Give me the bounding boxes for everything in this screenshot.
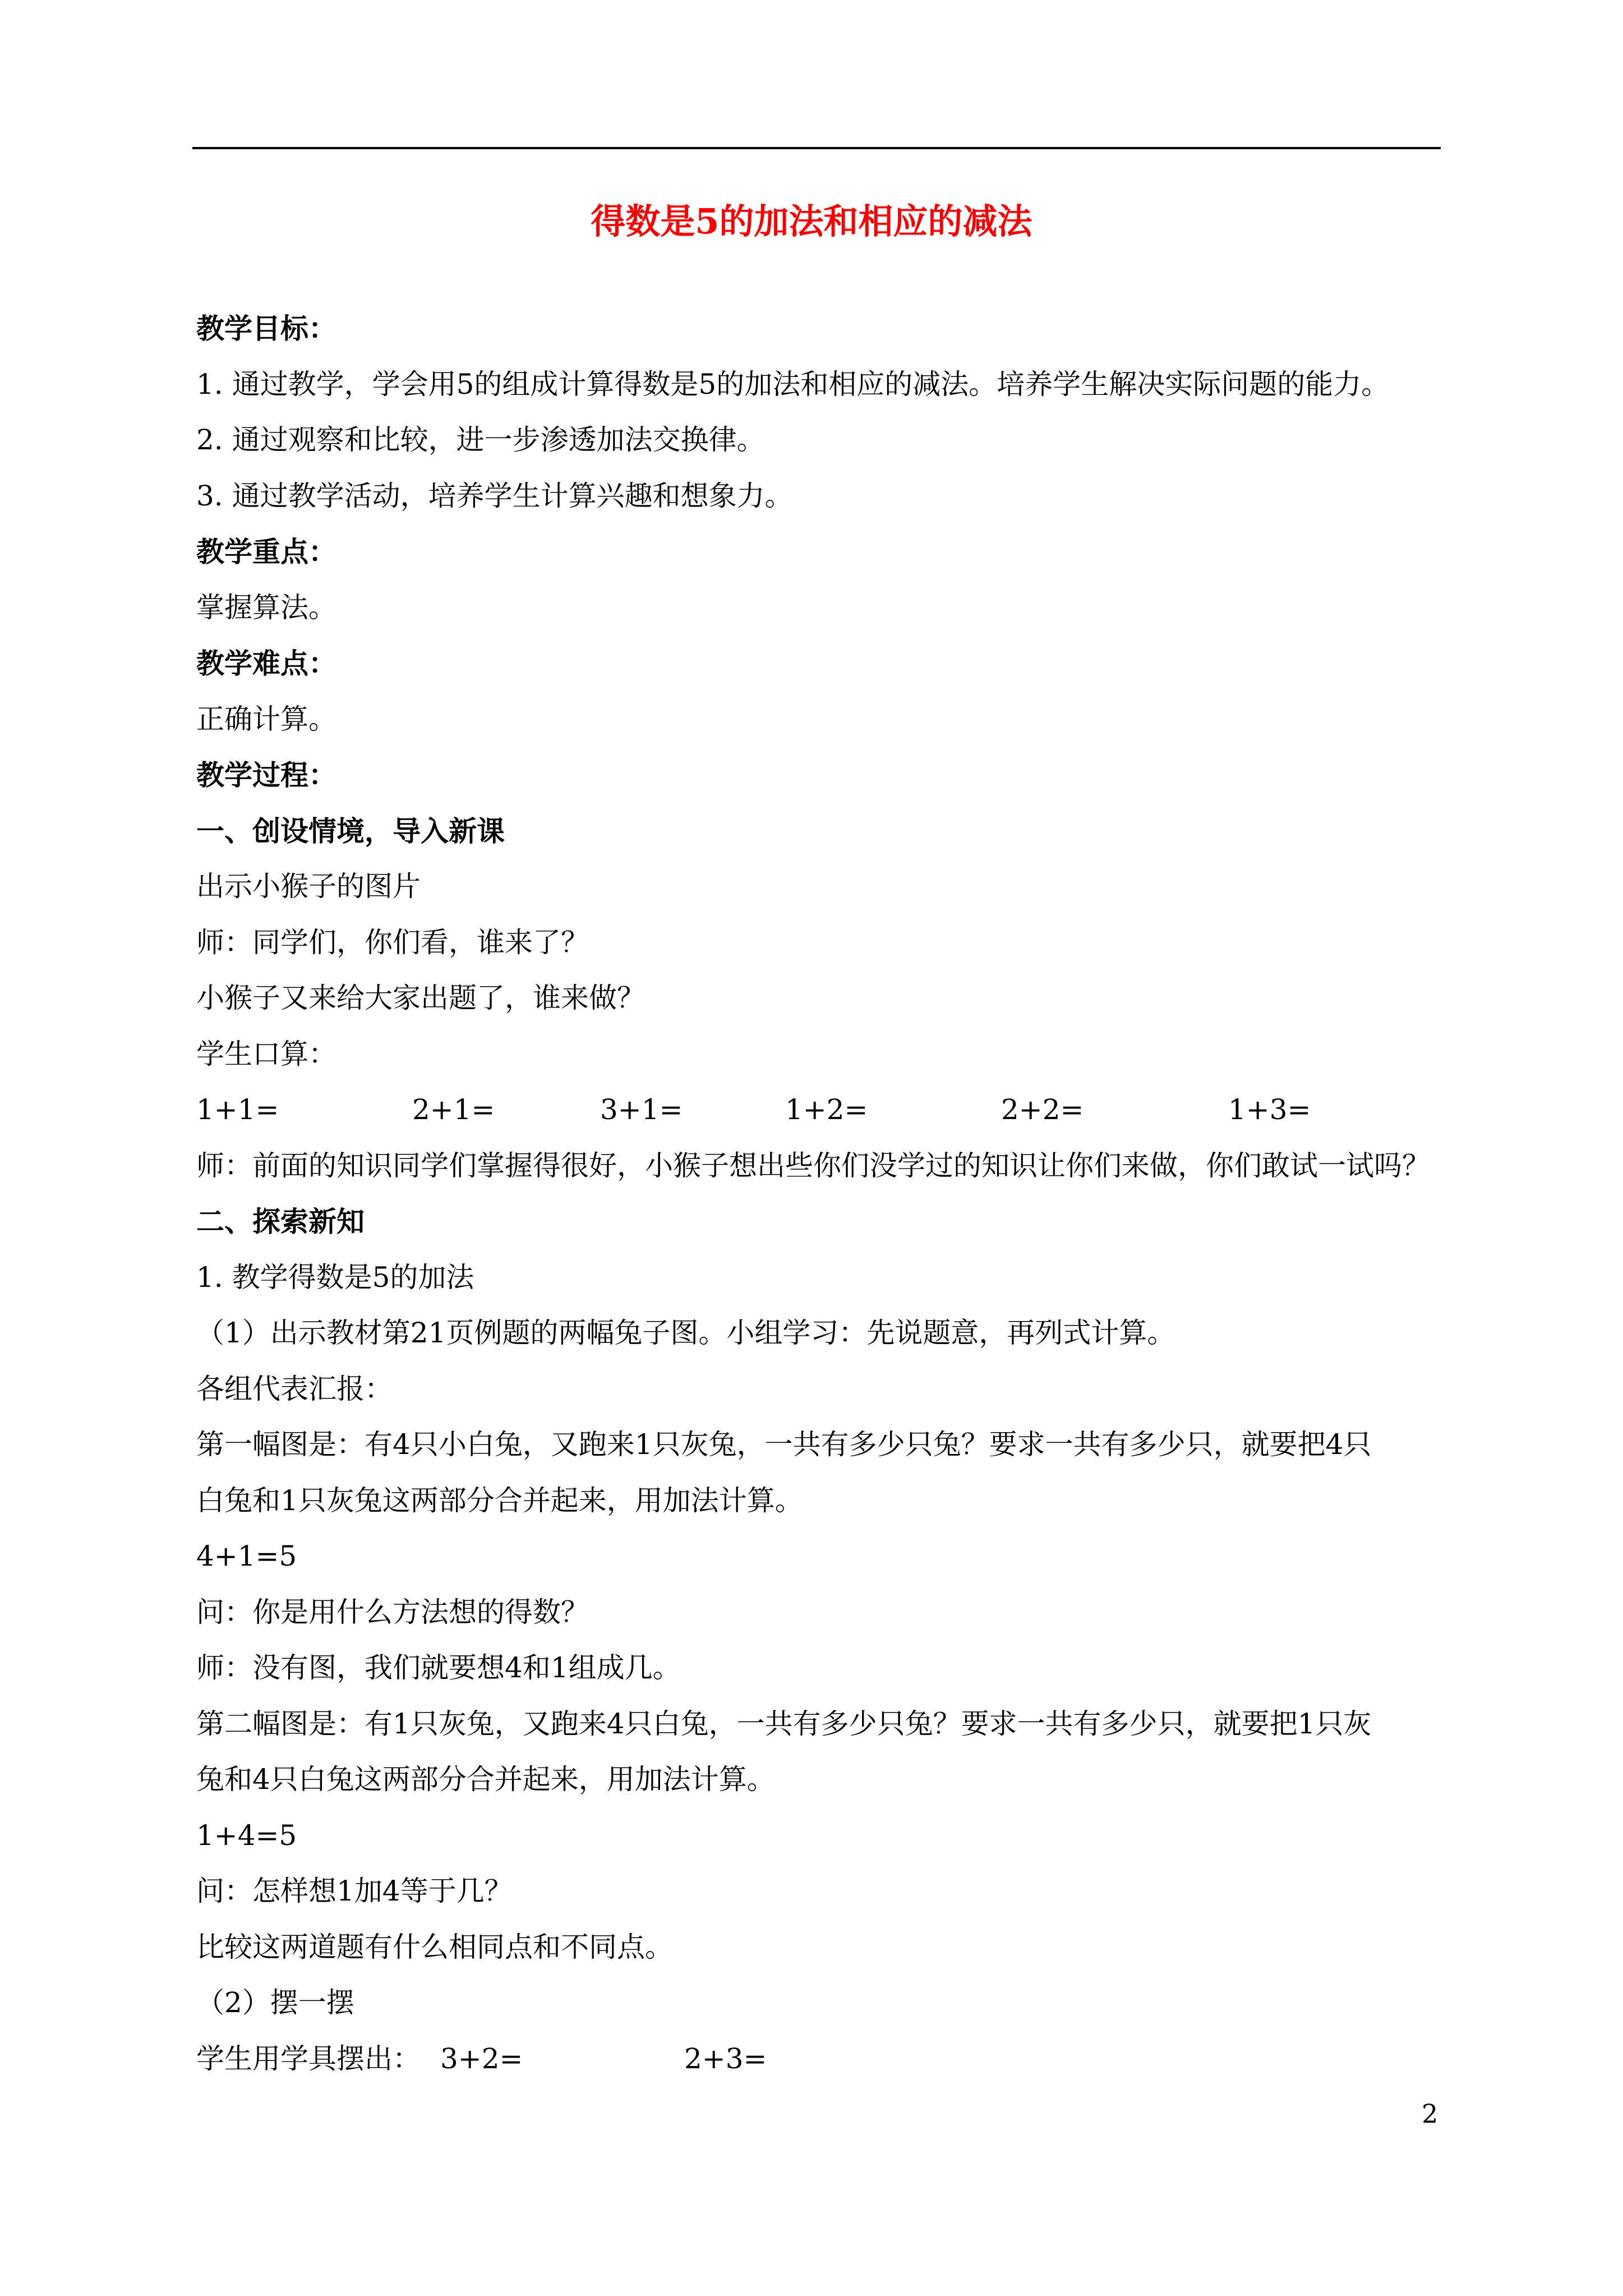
paragraph: 出示小猴子的图片 <box>196 870 421 903</box>
oral-calc-item: 2+2= <box>1001 1093 1084 1126</box>
section-heading: 教学重点： <box>196 535 336 568</box>
oral-calc-item: 2+1= <box>412 1093 495 1126</box>
paragraph: 学生口算： <box>196 1037 336 1070</box>
paragraph: （1）出示教材第21页例题的两幅兔子图。小组学习：先说题意，再列式计算。 <box>196 1317 1175 1349</box>
paragraph: 3. 通过教学活动，培养学生计算兴趣和想象力。 <box>196 479 793 512</box>
paragraph: 比较这两道题有什么相同点和不同点。 <box>196 1930 673 1963</box>
equation: 4+1=5 <box>196 1540 297 1572</box>
paragraph: 各组代表汇报： <box>196 1372 393 1405</box>
oral-calc-item: 3+1= <box>600 1093 683 1126</box>
paragraph: 第一幅图是：有4只小白兔，又跑来1只灰兔，一共有多少只兔？要求一共有多少只，就要把4只 <box>196 1428 1372 1461</box>
equation: 1+4=5 <box>196 1819 297 1852</box>
oral-calculation-row <box>196 1082 1447 1138</box>
paragraph: 正确计算。 <box>196 702 336 735</box>
paragraph: 2. 通过观察和比较，进一步渗透加法交换律。 <box>196 424 765 456</box>
manipulatives-equation: 2+3= <box>684 2042 767 2075</box>
section-heading: 教学目标： <box>196 312 336 345</box>
header-rule <box>192 147 1441 149</box>
section-heading: 教学难点： <box>196 647 336 680</box>
paragraph: 小猴子又来给大家出题了，谁来做？ <box>196 982 645 1014</box>
paragraph: 师：前面的知识同学们掌握得很好，小猴子想出些你们没学过的知识让你们来做，你们敢试一试吗？ <box>196 1149 1430 1182</box>
paragraph: 兔和4只白兔这两部分合并起来，用加法计算。 <box>196 1763 775 1796</box>
document-title: 得数是5的加法和相应的减法 <box>591 201 1032 242</box>
oral-calc-item: 1+1= <box>196 1093 279 1126</box>
paragraph: （2）摆一摆 <box>196 1986 354 2019</box>
paragraph: 1. 教学得数是5的加法 <box>196 1260 474 1294</box>
page-number: 2 <box>1422 2099 1438 2129</box>
section-heading: 教学过程： <box>196 758 336 792</box>
section-heading: 一、创设情境，导入新课 <box>196 814 505 848</box>
manipulatives-row <box>196 2031 1447 2087</box>
paragraph: 师：同学们，你们看，谁来了？ <box>196 926 589 959</box>
paragraph: 第二幅图是：有1只灰兔，又跑来4只白兔，一共有多少只兔？要求一共有多少只，就要把1只灰 <box>196 1707 1372 1740</box>
oral-calc-item: 1+3= <box>1228 1093 1311 1126</box>
section-heading: 二、探索新知 <box>196 1205 365 1238</box>
paragraph: 掌握算法。 <box>196 591 336 624</box>
paragraph: 1. 通过教学，学会用5的组成计算得数是5的加法和相应的减法。培养学生解决实际问题的能力。 <box>196 367 1390 401</box>
paragraph: 白兔和1只灰兔这两部分合并起来，用加法计算。 <box>196 1484 803 1517</box>
manipulatives-label: 学生用学具摆出： <box>196 2042 421 2075</box>
manipulatives-equation: 3+2= <box>440 2042 523 2075</box>
paragraph: 问：怎样想1加4等于几？ <box>196 1875 513 1907</box>
oral-calc-item: 1+2= <box>785 1093 868 1126</box>
paragraph: 问：你是用什么方法想的得数？ <box>196 1595 589 1628</box>
document-body <box>196 301 1447 2087</box>
paragraph: 师：没有图，我们就要想4和1组成几。 <box>196 1651 681 1684</box>
